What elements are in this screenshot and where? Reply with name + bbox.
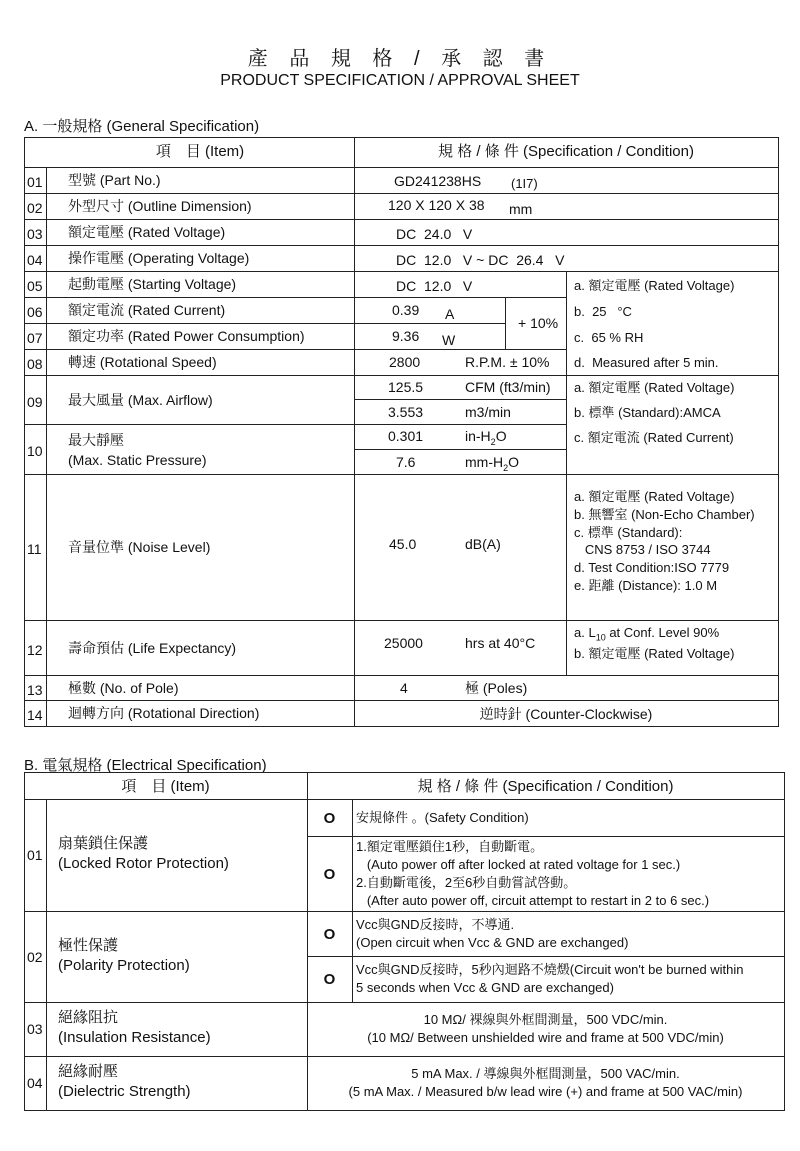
row-item-en: (Locked Rotor Protection) — [58, 855, 229, 872]
condition-line: a. 額定電壓 (Rated Voltage) — [574, 489, 735, 504]
row-item-en: (Dielectric Strength) — [58, 1083, 191, 1100]
table-cell — [354, 449, 567, 475]
spec-line: 安規條件 。(Safety Condition) — [356, 809, 529, 825]
row-item: 極數 (No. of Pole) — [68, 679, 179, 696]
row-item-zh: 扇葉鎖住保護 — [58, 835, 149, 852]
row-number: 10 — [27, 443, 43, 459]
table-cell — [354, 297, 506, 324]
section-b-heading: B. 電氣規格 (Electrical Specification) — [24, 757, 267, 774]
airflow-cfm-unit: CFM (ft3/min) — [465, 379, 551, 395]
row-number: 08 — [27, 356, 43, 372]
condition-line: e. 距離 (Distance): 1.0 M — [574, 578, 718, 593]
pressure-in: 0.301 — [388, 428, 424, 444]
header-item-label: 項 目 (Item) — [155, 143, 245, 160]
spec-line: (Auto power off after locked at rated voltage for 1 sec.) — [356, 856, 681, 872]
row-item-en: (Polarity Protection) — [58, 956, 190, 974]
part-rev: (1I7) — [511, 176, 538, 191]
condition-line: d. Test Condition:ISO 7779 — [574, 560, 730, 576]
row-item-zh: 極性保護 — [58, 936, 119, 954]
dimension: 120 X 120 X 38 — [388, 197, 485, 213]
row-number: 01 — [27, 847, 43, 863]
table-cell — [354, 474, 567, 621]
row-item: 起動電壓 (Starting Voltage) — [68, 276, 237, 292]
row-number: 14 — [27, 707, 43, 723]
subscript: 2 — [503, 462, 509, 473]
poles: 4 — [400, 680, 408, 696]
row-item-zh: 絕緣耐壓 — [58, 1063, 119, 1080]
text: O — [495, 428, 507, 444]
text: O — [508, 454, 520, 470]
condition-line: b. 無響室 (Non-Echo Chamber) — [574, 506, 755, 522]
tolerance: + 10% — [518, 315, 559, 331]
row-item: 外型尺寸 (Outline Dimension) — [68, 198, 252, 214]
table-cell — [354, 424, 567, 450]
life: 25000 — [384, 635, 423, 651]
spec-line: 1.額定電壓鎖住1秒，自動斷電。 — [356, 838, 544, 854]
row-number: 03 — [27, 226, 43, 242]
section-a-heading: A. 一般規格 (General Specification) — [24, 118, 260, 135]
check-mark: O — [323, 925, 336, 943]
condition-line: a. 額定電壓 (Rated Voltage) — [574, 278, 735, 293]
condition-line: b. 25 °C — [574, 304, 632, 319]
spec-line: 10 MΩ/ 裸線與外框間測量，500 VDC/min. — [423, 1012, 668, 1027]
spec-line: 2.自動斷電後，2至6秒自動嘗試啓動。 — [356, 874, 577, 890]
rated-power-unit: W — [442, 332, 456, 348]
spec-line: (Open circuit when Vcc & GND are exchanged) — [356, 934, 629, 950]
row-item: 壽命預估 (Life Expectancy) — [68, 639, 237, 656]
spec-line: 5 mA Max. / 導線與外框間測量，500 VAC/min. — [411, 1066, 680, 1081]
condition-line: b. 標準 (Standard):AMCA — [574, 405, 721, 420]
rated-power: 9.36 — [392, 328, 420, 344]
operating-voltage: DC 12.0 V ~ DC 26.4 V — [396, 252, 565, 268]
row-number: 05 — [27, 278, 43, 294]
table-cell — [354, 675, 779, 701]
airflow-m3-unit: m3/min — [465, 404, 511, 420]
starting-voltage: DC 12.0 V — [396, 278, 473, 294]
row-item: 額定電流 (Rated Current) — [68, 302, 226, 318]
row-number: 11 — [27, 541, 42, 557]
table-cell — [354, 399, 567, 425]
row-number: 06 — [27, 304, 43, 320]
spec-line: 5 seconds when Vcc & GND are exchanged) — [356, 980, 614, 995]
pressure-in-unit: $in-H_2O$ — [465, 428, 507, 447]
airflow-m3: 3.553 — [388, 404, 424, 420]
row-number: 02 — [27, 948, 43, 965]
row-item: 最大風量 (Max. Airflow) — [68, 391, 213, 408]
direction: 逆時針 (Counter-Clockwise) — [479, 706, 653, 722]
spec-line: Vcc與GND反接時，不導通. — [356, 916, 515, 932]
rated-voltage: DC 24.0 V — [396, 226, 473, 242]
check-mark: O — [323, 865, 336, 883]
noise-unit: dB(A) — [465, 536, 501, 552]
spec-line: (5 mA Max. / Measured b/w lead wire (+) and frame at 500 VAC/min) — [348, 1084, 743, 1099]
condition-line: c. 65 % RH — [574, 330, 644, 345]
title-en: PRODUCT SPECIFICATION / APPROVAL SHEET — [220, 72, 580, 89]
header-spec-label: 規 格 / 條 件 (Specification / Condition) — [438, 143, 694, 160]
row-item: 型號 (Part No.) — [68, 172, 161, 188]
speed-unit: R.P.M. ± 10% — [465, 354, 550, 370]
pressure-mm-unit: $mm-H_2O$ — [465, 454, 520, 473]
row-item: 額定功率 (Rated Power Consumption) — [68, 328, 305, 344]
airflow-cfm: 125.5 — [388, 379, 424, 395]
row-item: 最大靜壓 — [68, 432, 124, 448]
row-number: 03 — [27, 1021, 43, 1037]
spec-line: (10 MΩ/ Between unshielded wire and frame at 500 VDC/min) — [367, 1030, 724, 1045]
table-cell — [354, 323, 506, 350]
condition-line: c. 額定電流 (Rated Current) — [574, 430, 734, 445]
check-mark: O — [323, 809, 336, 827]
row-number: 09 — [27, 393, 43, 410]
title-zh: 產 品 規 格 / 承 認 書 — [247, 48, 553, 70]
row-number: 12 — [27, 641, 43, 658]
row-item-zh: 絕緣阻抗 — [58, 1009, 119, 1026]
text: at Conf. Level 90% — [605, 625, 720, 640]
condition-line: c. 標準 (Standard): — [574, 524, 683, 540]
subscript: 10 — [595, 632, 606, 643]
rated-current: 0.39 — [392, 302, 420, 318]
condition-line: a. $L_{10}$ at Conf. Level 90% — [574, 625, 720, 643]
header-spec-label: 規 格 / 條 件 (Specification / Condition) — [417, 778, 674, 795]
spec-line: Vcc與GND反接時，5秒內迴路不燒燬(Circuit won't be burned within — [356, 962, 744, 977]
condition-line: a. 額定電壓 (Rated Voltage) — [574, 380, 735, 395]
row-number: 01 — [27, 174, 43, 190]
speed: 2800 — [389, 354, 421, 370]
condition-line: b. 額定電壓 (Rated Voltage) — [574, 646, 735, 661]
part-no: GD241238HS — [394, 173, 482, 189]
row-item: 轉速 (Rotational Speed) — [68, 354, 217, 370]
row-item: 迴轉方向 (Rotational Direction) — [68, 705, 260, 721]
pressure-mm: 7.6 — [396, 454, 416, 470]
subscript: 2 — [490, 436, 496, 447]
spec-line: (After auto power off, circuit attempt to restart in 2 to 6 sec.) — [356, 892, 710, 908]
rated-current-unit: A — [445, 306, 455, 322]
condition-line: d. Measured after 5 min. — [574, 355, 719, 370]
row-item: 額定電壓 (Rated Voltage) — [68, 224, 226, 240]
header-item-label: 項 目 (Item) — [121, 778, 210, 795]
row-number: 13 — [27, 681, 43, 698]
dimension-unit: mm — [509, 201, 533, 217]
row-item: 音量位準 (Noise Level) — [68, 539, 211, 555]
poles-unit: 極 (Poles) — [465, 680, 528, 696]
row-number: 07 — [27, 330, 43, 346]
row-item: 操作電壓 (Operating Voltage) — [68, 250, 250, 266]
condition-line: CNS 8753 / ISO 3744 — [574, 542, 711, 558]
check-mark: O — [323, 971, 336, 988]
row-number: 02 — [27, 200, 43, 216]
noise: 45.0 — [389, 536, 417, 552]
row-number: 04 — [27, 252, 43, 268]
row-number: 04 — [27, 1075, 43, 1091]
row-item-en: (Insulation Resistance) — [58, 1029, 211, 1046]
life-unit: hrs at 40°C — [465, 635, 536, 651]
row-item: (Max. Static Pressure) — [68, 452, 207, 468]
